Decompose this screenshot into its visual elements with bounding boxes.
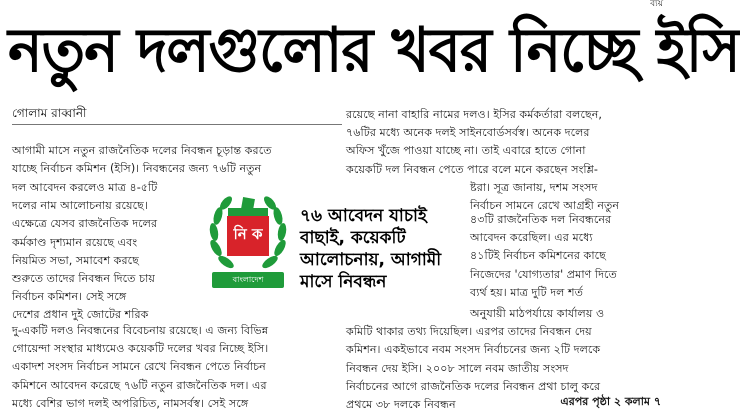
deck-line: ৭৬ আবেদন যাচাই <box>300 206 427 226</box>
body-line: প্রথমে ৩৮ দলকে নিবন্ধন <box>346 397 456 411</box>
body-line: কমিশন। একইভাবে নবম সংসদ নির্বাচনের জন্য ২টি দলকে <box>346 343 601 357</box>
body-line: যাচ্ছে নির্বাচন কমিশন (ইসি)। নিবন্ধনের জন্য ৭৬টি নতুন <box>12 162 262 176</box>
body-line: ৭৬টির মধ্যে অনেক দলই সাইনবোর্ডসর্বস্ব। অনেক দলের <box>346 126 590 140</box>
deck-line: মাসে নিবন্ধন <box>300 272 387 292</box>
continuation-link[interactable]: এরপর পৃষ্ঠা ২ কলাম ৭ <box>560 395 661 408</box>
body-line: রয়েছে নানা বাহারি নামের দলও। ইসির কর্মকর্তারা বলছেন, <box>346 108 602 121</box>
body-line: ষ্টরা। সূত্র জানায়, দশম সংসদ <box>470 180 598 194</box>
body-line: ৪৩টি রাজনৈতিক দল নিবন্ধনের <box>470 213 612 226</box>
body-line: নিয়মিত সভা, সমাবেশ করছে <box>12 253 139 267</box>
body-line: দেশের প্রধান দুই জোটের শরিক <box>12 308 149 322</box>
body-line: ব্যর্থ হয়। মাত্র দুটি দল শর্ত <box>470 285 584 299</box>
body-left-mid <box>12 179 200 325</box>
body-bottom <box>12 322 342 413</box>
body-line: দলের নাম আলোচনায় রয়েছে। <box>12 199 148 213</box>
body-left-top <box>12 142 330 178</box>
body-line: নির্বাচন কমিশন। সেই সঙ্গে <box>12 290 127 304</box>
deck <box>300 205 470 293</box>
byline: গোলাম রাব্বানী <box>12 106 87 120</box>
top-cut-text <box>0 0 669 10</box>
body-line: মধ্যে বেশির ভাগ দলই অপরিচিত, নামসর্বস্ব। সেই সঙ্গে <box>12 396 249 410</box>
body-line: নির্বাচন সামনে রেখে আগ্রহী নতুন <box>470 198 620 212</box>
election-commission-logo <box>206 188 290 296</box>
body-line: কয়েকটি দল নিবন্ধন পেতে পারে বলে মনে করছেন সংশ্লি- <box>346 162 598 176</box>
body-line: নিবন্ধন দেয় ইসি। ২০০৮ সালে নবম জাতীয় সংসদ <box>346 361 569 375</box>
body-line: আবেদন করেছিল। এর মধ্যে <box>470 231 593 245</box>
body-line: একাদশ সংসদ নির্বাচন সামনে রেখে নিবন্ধন পেতে নির্বাচন <box>12 360 266 374</box>
byline-rule <box>12 124 342 125</box>
body-right-top <box>346 106 660 215</box>
body-line: কমিটি থাকার তথ্য দিয়েছিল। এরপর তাদের নিবন্ধন দেয় <box>346 325 592 339</box>
body-line: কর্মকাণ্ড দৃশ্যমান রয়েছে এবং <box>12 235 138 249</box>
body-line: কমিশনে আবেদন করেছে ৭৬টি নতুন রাজনৈতিক দল। এর <box>12 378 267 392</box>
headline: নতুন দলগুলোর খবর নিচ্ছে ইসি <box>8 14 740 86</box>
logo-band-text: বাংলাদেশ <box>232 275 264 284</box>
body-line: অনুযায়ী মাঠপর্যায়ে কার্যালয় ও <box>470 307 605 320</box>
body-line: নির্বাচনের আগে রাজনৈতিক দলের নিবন্ধন প্রথা চালু করে <box>346 379 601 393</box>
body-line: এক্ষেত্রে যেসব রাজনৈতিক দলের <box>12 217 158 231</box>
body-right-mid <box>470 211 660 302</box>
body-line: আগামী মাসে নতুন রাজনৈতিক দলের নিবন্ধন চূড়ান্ত করতে <box>12 144 272 157</box>
body-line: অফিস খুঁজে পাওয়া যাচ্ছে না। তাই এবারে হাতে গোনা <box>346 144 586 158</box>
body-line: দল আবেদন করলেও মাত্র ৪-৫টি <box>12 181 158 194</box>
body-line: গোয়েন্দা সংস্থার মাধ্যমেও কয়েকটি দলের খবর নিচ্ছে ইসি। <box>12 342 269 356</box>
top-cut-right: ব্যয় <box>650 0 663 9</box>
logo-emblem-text: নি ক <box>233 225 263 243</box>
body-line: শুরুতে তাদের নিবন্ধন দিতে চায় <box>12 271 155 285</box>
body-line: দু-একটি দলও নিবন্ধনের বিবেচনায় রয়েছে। এ জন্য বিভিন্ন <box>12 324 269 337</box>
deck-line: বাছাই, কয়েকটি <box>300 228 406 248</box>
body-line: ৪১টিই নির্বাচন কমিশনের কাছে <box>470 249 606 263</box>
deck-line: আলোচনায়, আগামী <box>300 250 442 270</box>
body-line: নিজেদের 'যোগ্যতার' প্রমাণ দিতে <box>470 267 617 281</box>
